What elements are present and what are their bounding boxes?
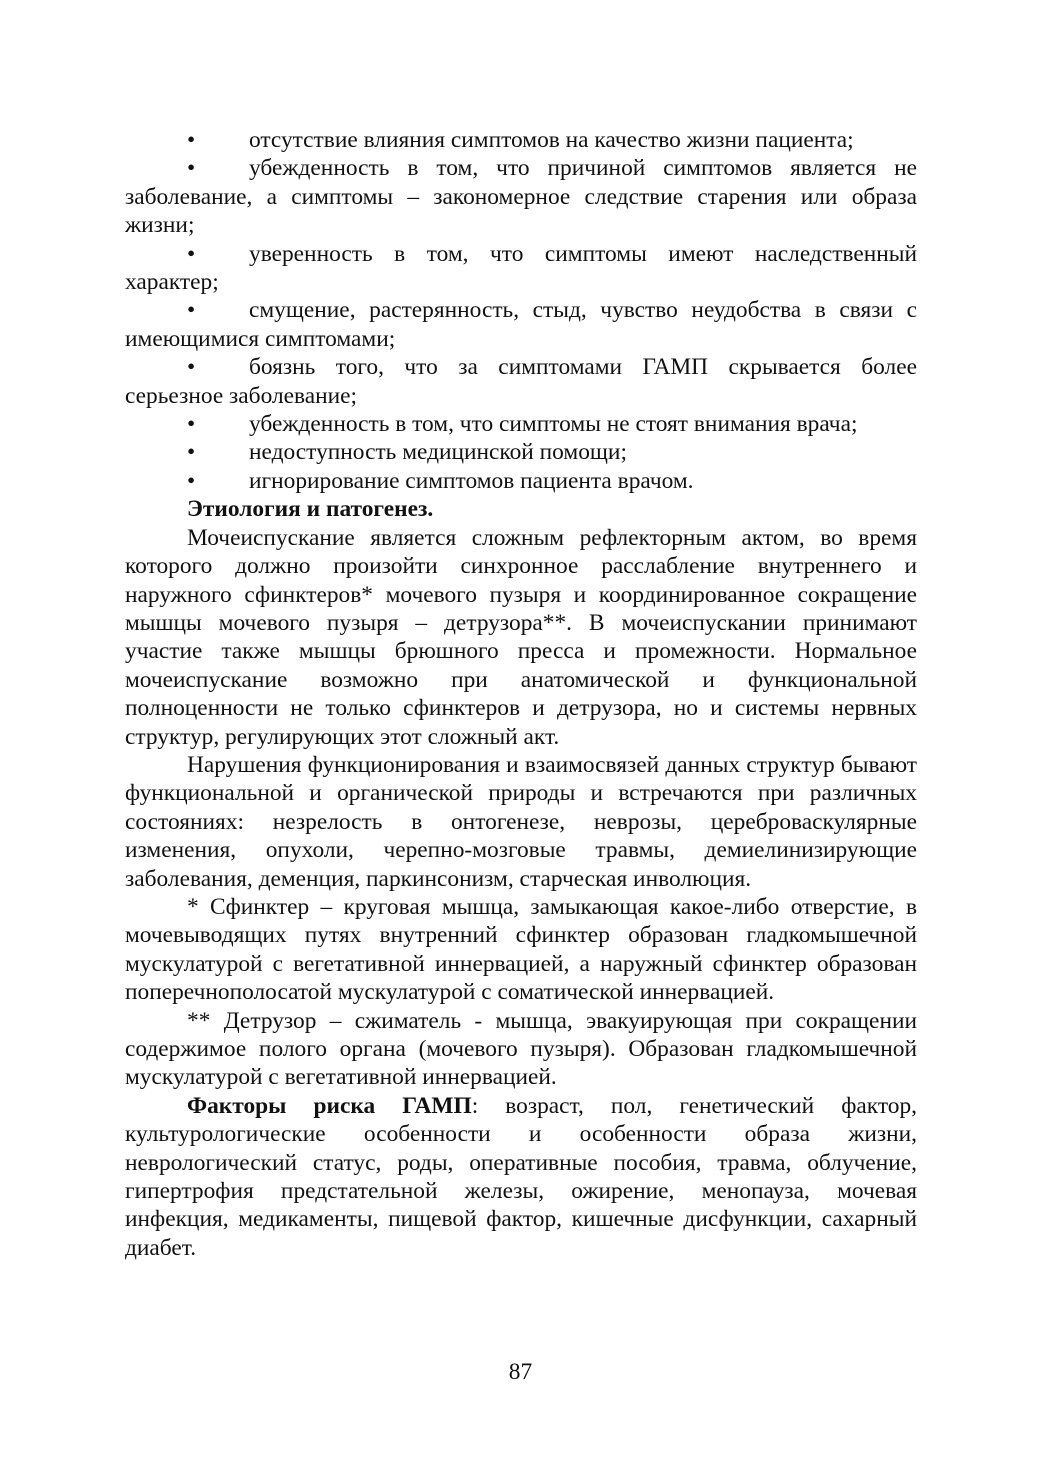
list-item bbox=[125, 410, 917, 438]
page-number: 87 bbox=[508, 1359, 533, 1385]
footnote-detrusor: ** Детрузор – сжиматель - мышца, эвакуирующая при сокращении содержимое полого органа (мочевого пузыря). Образован гладкомышечной мускулатурой с вегетативной иннервацией. bbox=[125, 1007, 917, 1091]
list-item-text: игнорирование симптомов пациента врачом. bbox=[249, 467, 694, 494]
bullet-icon: • bbox=[187, 354, 196, 381]
bullet-list bbox=[125, 126, 917, 495]
bullet-icon: • bbox=[187, 240, 196, 267]
bullet-icon: • bbox=[187, 155, 196, 182]
list-item-text: недоступность медицинской помощи; bbox=[249, 439, 627, 466]
list-item-text: отсутствие влияния симптомов на качество жизни пациента; bbox=[249, 127, 854, 153]
risk-factors-label: Факторы риска ГАМП bbox=[187, 1092, 472, 1119]
list-item bbox=[125, 240, 917, 297]
list-item bbox=[125, 438, 917, 466]
list-item bbox=[125, 467, 917, 495]
list-item bbox=[125, 353, 917, 410]
list-item-text: уверенность в том, что симптомы имеют наследственный характер; bbox=[125, 240, 917, 296]
list-item-text: убежденность в том, что симптомы не стоят внимания врача; bbox=[249, 411, 858, 438]
bullet-icon: • bbox=[187, 297, 196, 324]
list-item bbox=[125, 154, 917, 239]
bullet-icon: • bbox=[187, 467, 196, 494]
bullet-icon: • bbox=[187, 127, 196, 153]
list-item bbox=[125, 296, 917, 353]
bullet-icon: • bbox=[187, 411, 196, 438]
section-heading: Этиология и патогенез. bbox=[187, 496, 434, 523]
paragraph-disorders: Нарушения функционирования и взаимосвязей данных структур бывают функциональной и органической природы и встречаются при различных состояниях: незрелость в онтогенезе, неврозы, цереброваскулярные изменения, опухоли, черепно-мозговые травмы, демиелинизирующие заболевания, деменция, паркинсонизм, старческая инволюция. bbox=[125, 751, 917, 892]
list-item bbox=[125, 126, 917, 154]
bullet-icon: • bbox=[187, 439, 196, 466]
document-page bbox=[125, 126, 917, 1262]
list-item-text: смущение, растерянность, стыд, чувство неудобства в связи с имеющимися симптомами; bbox=[125, 297, 917, 352]
risk-factors-text: : возраст, пол, генетический фактор, культурологические особенности и особенности образа жизни, неврологический статус, роды, оперативные пособия, травма, облучение, гипертрофия предстательной железы, ожирение, менопауза, мочевая инфекция, медикаменты, пищевой фактор, кишечные дисфункции, сахарный диабет. bbox=[125, 1092, 917, 1261]
footnote-sphincter: * Сфинктер – круговая мышца, замыкающая какое-либо отверстие, в мочевыводящих путях внутренний сфинктер образован гладкомышечной мускулатурой с вегетативной иннервацией, а наружный сфинктер образован поперечнополосатой мускулатурой с соматической иннервацией. bbox=[125, 893, 917, 1006]
paragraph-risk-factors bbox=[125, 1092, 917, 1262]
paragraph-urination: Мочеиспускание является сложным рефлекторным актом, во время которого должно произойти синхронное расслабление внутреннего и наружного сфинктеров* мочевого пузыря и координированное сокращение мышцы мочевого пузыря – детрузора**. В мочеиспускании принимают участие также мышцы брюшного пресса и промежности. Нормальное мочеиспускание возможно при анатомической и функциональной полноценности не только сфинктеров и детрузора, но и системы нервных структур, регулирующих этот сложный акт. bbox=[125, 524, 917, 750]
list-item-text: убежденность в том, что причиной симптомов является не заболевание, а симптомы – закономерное следствие старения или образа жизни; bbox=[125, 155, 917, 239]
list-item-text: боязнь того, что за симптомами ГАМП скрывается более серьезное заболевание; bbox=[125, 354, 917, 409]
